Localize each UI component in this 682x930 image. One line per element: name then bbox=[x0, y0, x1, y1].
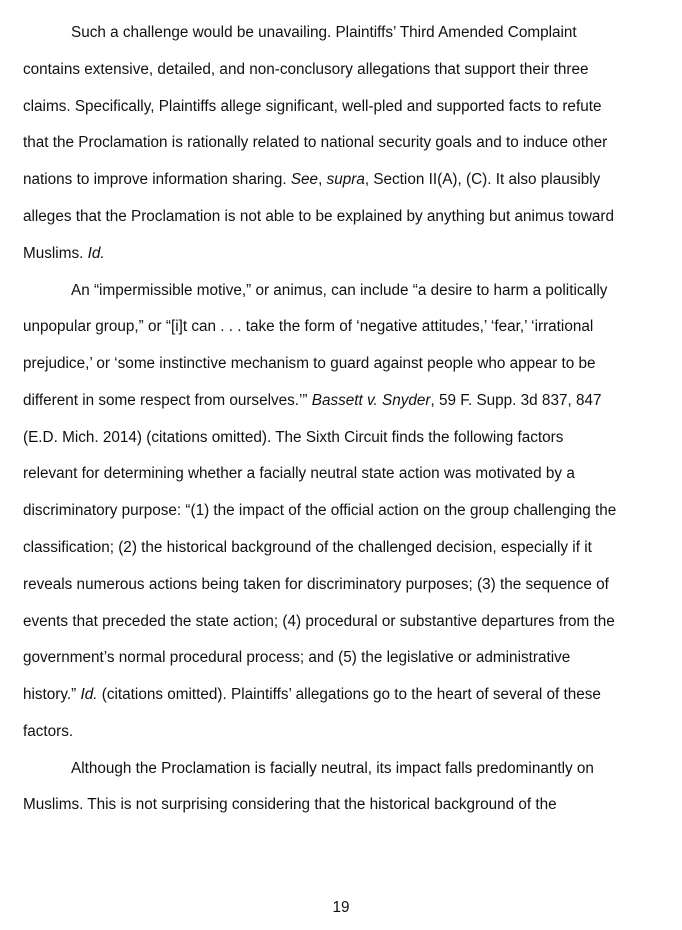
paragraph-2-line-7: discriminatory purpose: “(1) the impact of the official action on the group challenging the bbox=[23, 502, 617, 519]
text-span: (citations omitted). Plaintiffs’ allegations go to the heart of several of these bbox=[97, 686, 601, 703]
paragraph-2-line-13: factors. bbox=[23, 723, 74, 740]
text-span: Muslims. bbox=[23, 245, 88, 262]
page-number: 19 bbox=[332, 899, 350, 916]
paragraph-1-line-2: contains extensive, detailed, and non-conclusory allegations that support their three bbox=[23, 61, 589, 78]
citation-id: Id. bbox=[80, 686, 98, 703]
paragraph-2-line-10: events that preceded the state action; (4) procedural or substantive departures from the bbox=[23, 613, 615, 630]
paragraph-2-line-9: reveals numerous actions being taken for discriminatory purposes; (3) the sequence of bbox=[23, 576, 609, 593]
citation-signal-supra: supra bbox=[326, 171, 365, 188]
paragraph-2-line-3: prejudice,’ or ‘some instinctive mechanism to guard against people who appear to be bbox=[23, 355, 596, 372]
paragraph-2-line-8: classification; (2) the historical background of the challenged decision, especially if it bbox=[23, 539, 592, 556]
paragraph-1-line-1: Such a challenge would be unavailing. Plaintiffs’ Third Amended Complaint bbox=[71, 24, 577, 41]
paragraph-2-line-1: An “impermissible motive,” or animus, can include “a desire to harm a politically bbox=[71, 282, 608, 299]
paragraph-2-line-12 bbox=[23, 685, 601, 705]
paragraph-2-line-6: relevant for determining whether a facially neutral state action was motivated by a bbox=[23, 465, 575, 482]
text-span: history.” bbox=[23, 686, 81, 703]
text-span: , 59 F. Supp. 3d 837, 847 bbox=[430, 392, 602, 409]
text-span: nations to improve information sharing. bbox=[23, 171, 291, 188]
text-span: , Section II(A), (C). It also plausibly bbox=[364, 171, 601, 188]
text-span: , bbox=[318, 171, 327, 188]
paragraph-2-line-4 bbox=[23, 391, 601, 411]
citation-signal-see: See bbox=[290, 171, 319, 188]
citation-id: Id. bbox=[87, 245, 105, 262]
paragraph-2-line-11: government’s normal procedural process; and (5) the legislative or administrative bbox=[23, 649, 571, 666]
paragraph-1-line-6: alleges that the Proclamation is not able to be explained by anything but animus toward bbox=[23, 208, 614, 225]
paragraph-1-line-7 bbox=[23, 244, 105, 264]
paragraph-1-line-4: that the Proclamation is rationally related to national security goals and to induce other bbox=[23, 134, 608, 151]
paragraph-2-line-2: unpopular group,” or “[i]t can . . . take the form of ‘negative attitudes,’ ‘fear,’ ‘irrational bbox=[23, 318, 594, 335]
case-name: Bassett v. Snyder bbox=[311, 392, 431, 409]
paragraph-1-line-5 bbox=[23, 170, 600, 190]
paragraph-2-line-5: (E.D. Mich. 2014) (citations omitted). The Sixth Circuit finds the following factors bbox=[23, 429, 564, 446]
paragraph-3-line-1: Although the Proclamation is facially neutral, its impact falls predominantly on bbox=[71, 760, 594, 777]
paragraph-1-line-3: claims. Specifically, Plaintiffs allege significant, well-pled and supported facts to refute bbox=[23, 98, 602, 115]
paragraph-3-line-2: Muslims. This is not surprising considering that the historical background of the bbox=[23, 796, 557, 813]
text-span: different in some respect from ourselves.’” bbox=[23, 392, 312, 409]
